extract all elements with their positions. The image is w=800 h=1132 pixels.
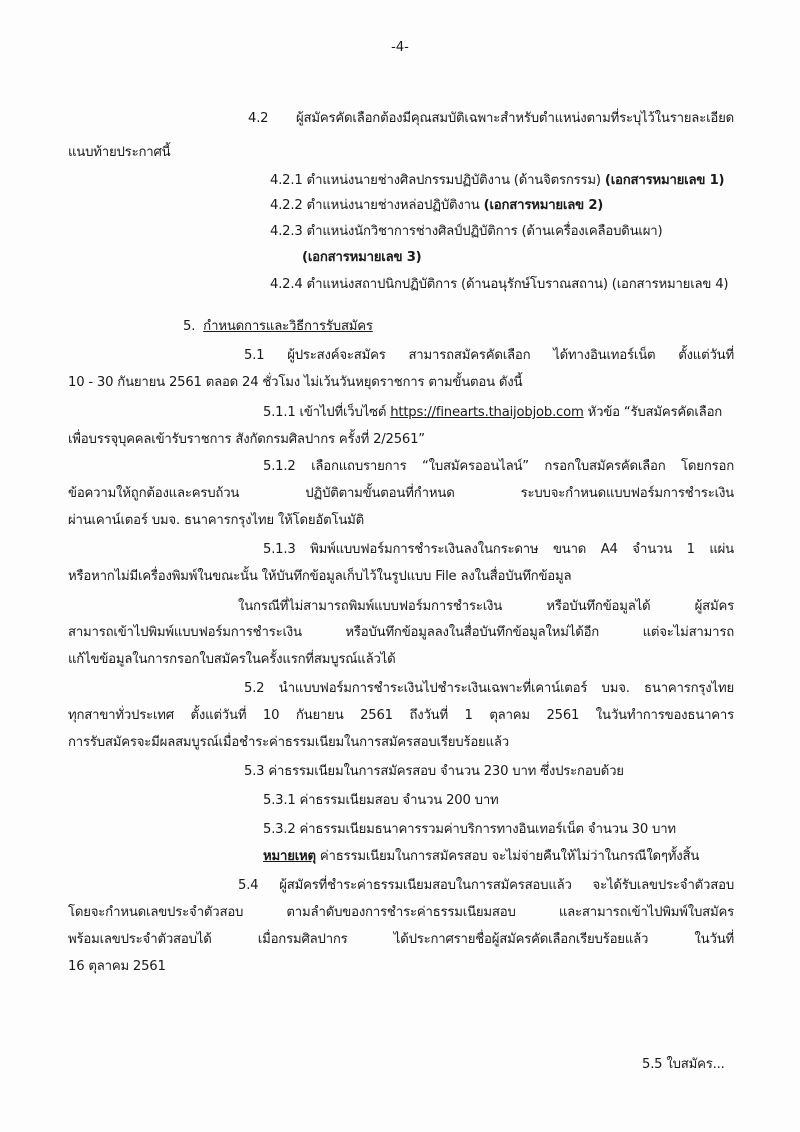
s5-1-line-1: 5.1 ผู้ประสงค์จะสมัคร สามารถสมัครคัดเลือก ได้ทางอินเทอร์เน็ต ตั้งแต่วันที่ [244,348,734,363]
s5-2-line-3: การรับสมัครจะมีผลสมบูรณ์เมื่อชำระค่าธรรมเนียมในการสมัครสอบเรียบร้อยแล้ว [68,735,509,750]
doc-ref: (เอกสารหมายเลข 2) [483,198,604,213]
s5-1-2-line-1: 5.1.2 เลือกแถบรายการ “ใบสมัครออนไลน์” กรอกใบสมัครคัดเลือก โดยกรอก [263,459,734,474]
page-number: -4- [391,40,409,55]
website-link[interactable]: https://finearts.thaijobjob.com [390,405,584,420]
section-4-2-line-1: 4.2 ผู้สมัครคัดเลือกต้องมีคุณสมบัติเฉพาะสำหรับตำแหน่งตามที่ระบุไว้ในรายละเอียด [248,111,734,126]
item-4-2-4: 4.2.4 ตำแหน่งสถาปนิกปฏิบัติการ (ด้านอนุรักษ์โบราณสถาน) (เอกสารหมายเลข 4) [270,277,729,292]
s5-4-line-4: 16 ตุลาคม 2561 [68,959,166,974]
note-line [263,848,699,866]
s5-4-line-2: โดยจะกำหนดเลขประจำตัวสอบ ตามลำดับของการชำระค่าธรรมเนียมสอบ และสามารถเข้าไปพิมพ์ใบสมัคร [68,905,734,920]
s5-3-1: 5.3.1 ค่าธรรมเนียมสอบ จำนวน 200 บาท [263,793,499,808]
s5-1-3-line-3: ในกรณีที่ไม่สามารถพิมพ์แบบฟอร์มการชำระเงิน หรือบันทึกข้อมูลได้ ผู้สมัคร [238,599,734,614]
item-4-2-3: 4.2.3 ตำแหน่งนักวิชาการช่างศิลป์ปฏิบัติการ (ด้านเครื่องเคลือบดินเผา) [270,224,663,239]
section-5-heading [183,318,373,336]
s5-1-1-line-1 [263,404,722,422]
note-label: หมายเหตุ [263,849,316,864]
item-text: 4.2.1 ตำแหน่งนายช่างศิลปกรรมปฏิบัติงาน (ด้านจิตรกรรม) [270,173,605,188]
s5-2-line-1: 5.2 นำแบบฟอร์มการชำระเงินไปชำระเงินเฉพาะที่เคาน์เตอร์ บมจ. ธนาคารกรุงไทย [244,681,734,696]
s5-1-3-line-5: แก้ไขข้อมูลในการกรอกใบสมัครในครั้งแรกที่สมบูรณ์แล้วได้ [68,652,396,667]
s5-1-1-text-post: หัวข้อ “รับสมัครคัดเลือก [583,405,723,420]
s5-1-3-line-1: 5.1.3 พิมพ์แบบฟอร์มการชำระเงินลงในกระดาษ ขนาด A4 จำนวน 1 แผ่น [263,542,734,557]
section-4-2-line-2: แนบท้ายประกาศนี้ [68,145,171,160]
item-4-2-2 [270,197,603,215]
note-text: ค่าธรรมเนียมในการสมัครสอบ จะไม่จ่ายคืนให้ไม่ว่าในกรณีใดๆทั้งสิ้น [315,849,700,864]
s5-3-2: 5.3.2 ค่าธรรมเนียมธนาคารรวมค่าบริการทางอินเทอร์เน็ต จำนวน 30 บาท [263,822,676,837]
item-text: 4.2.2 ตำแหน่งนายช่างหล่อปฏิบัติงาน [270,198,484,213]
s5-1-line-2: 10 - 30 กันยายน 2561 ตลอด 24 ชั่วโมง ไม่เว้นวันหยุดราชการ ตามขั้นตอน ดังนี้ [68,375,523,390]
s5-1-3-line-2: หรือหากไม่มีเครื่องพิมพ์ในขณะนั้น ให้บันทึกข้อมูลเก็บไว้ในรูปแบบ File ลงในสื่อบันทึกข้อมูล [68,569,572,584]
s5-1-1-line-2: เพื่อบรรจุบุคคลเข้ารับราชการ สังกัดกรมศิลปากร ครั้งที่ 2/2561” [68,432,425,447]
s5-2-line-2: ทุกสาขาทั่วประเทศ ตั้งแต่วันที่ 10 กันยายน 2561 ถึงวันที่ 1 ตุลาคม 2561 ในวันทำการของธนาคาร [68,708,734,723]
doc-ref: (เอกสารหมายเลข 1) [604,173,725,188]
heading-text: กำหนดการและวิธีการรับสมัคร [203,319,373,334]
s5-1-2-line-2: ข้อความให้ถูกต้องและครบถ้วน ปฏิบัติตามขั้นตอนที่กำหนด ระบบจะกำหนดแบบฟอร์มการชำระเงิน [68,486,734,501]
footer-continuation: 5.5 ใบสมัคร... [642,1057,725,1072]
item-4-2-1 [270,172,724,190]
s5-3: 5.3 ค่าธรรมเนียมในการสมัครสอบ จำนวน 230 บาท ซึ่งประกอบด้วย [244,764,624,779]
s5-4-line-3: พร้อมเลขประจำตัวสอบได้ เมื่อกรมศิลปากร ได้ประกาศรายชื่อผู้สมัครคัดเลือกเรียบร้อยแล้ว ในวันที่ [68,932,734,947]
item-4-2-3-doc-ref: (เอกสารหมายเลข 3) [302,250,422,265]
s5-1-2-line-3: ผ่านเคาน์เตอร์ บมจ. ธนาคารกรุงไทย ให้โดยอัตโนมัติ [68,513,365,528]
s5-4-line-1: 5.4 ผู้สมัครที่ชำระค่าธรรมเนียมสอบในการสมัครสอบแล้ว จะได้รับเลขประจำตัวสอบ [238,878,734,893]
heading-number: 5. [183,319,196,334]
s5-1-1-text: 5.1.1 เข้าไปที่เว็บไซต์ [263,405,391,420]
s5-1-3-line-4: สามารถเข้าไปพิมพ์แบบฟอร์มการชำระเงิน หรือบันทึกข้อมูลลงในสื่อบันทึกข้อมูลใหม่ได้อีก แต่จะไม่สามารถ [68,625,734,640]
